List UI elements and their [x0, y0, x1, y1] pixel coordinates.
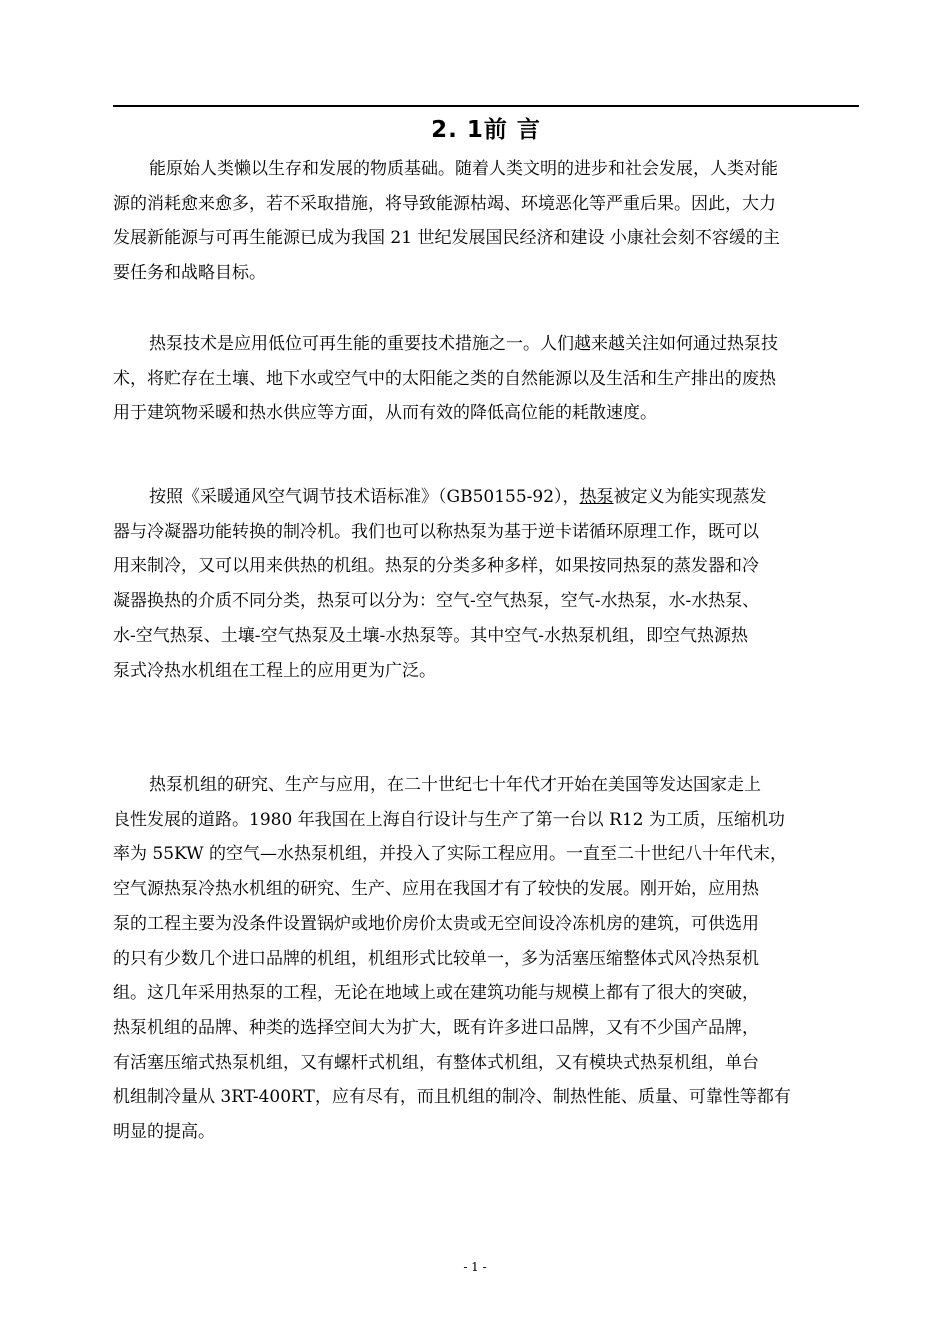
- paragraph-line: 率为 55KW 的空气—水热泵机组，并投入了实际工程应用。一直至二十世纪八十年代末，: [113, 844, 788, 865]
- heat-pump-link[interactable]: 热泵: [579, 487, 614, 507]
- paragraph-line: 源的消耗愈来愈多，若不采取措施，将导致能源枯竭、环境恶化等严重后果。因此，大力: [113, 193, 776, 214]
- paragraph-line: 有活塞压缩式热泵机组，又有螺杆式机组，有整体式机组，又有模块式热泵机组，单台: [113, 1052, 759, 1073]
- paragraph-line: 良性发展的道路。1980 年我国在上海自行设计与生产了第一台以 R12 为工质，压缩机功: [113, 809, 785, 830]
- paragraph-4: [113, 768, 859, 1150]
- paragraph-line: 的只有少数几个进口品牌的机组，机组形式比较单一，多为活塞压缩整体式风冷热泵机: [113, 948, 759, 969]
- paragraph-line: 热泵机组的品牌、种类的选择空间大为扩大，既有许多进口品牌，又有不少国产品牌，: [113, 1017, 759, 1038]
- paragraph-line: 术，将贮存在土壤、地下水或空气中的太阳能之类的自然能源以及生活和生产排出的废热: [113, 368, 776, 389]
- paragraph-2: [113, 327, 859, 431]
- paragraph-line: 能原始人类懒以生存和发展的物质基础。随着人类文明的进步和社会发展，人类对能: [149, 159, 778, 179]
- paragraph-line: 要任务和战略目标。: [113, 263, 266, 284]
- header-rule: [113, 105, 859, 107]
- section-heading: 2. 1前 言: [431, 117, 541, 143]
- paragraph-line: 水-空气热泵、土壤-空气热泵及土壤-水热泵等。其中空气-水热泵机组，即空气热源热: [113, 625, 748, 646]
- paragraph-line: 组。这几年采用热泵的工程，无论在地域上或在建筑功能与规模上都有了很大的突破，: [113, 983, 759, 1004]
- standard-citation-text: 按照《采暖通风空气调节技术语标准》（GB50155-92），: [149, 487, 580, 507]
- paragraph-line: 器与冷凝器功能转换的制冷机。我们也可以称热泵为基于逆卡诺循环原理工作，既可以: [113, 521, 759, 542]
- definition-text: 被定义为能实现蒸发: [613, 487, 767, 507]
- paragraph-line: 明显的提高。: [113, 1122, 215, 1143]
- paragraph-line: 机组制冷量从 3RT-400RT，应有尽有，而且机组的制冷、制热性能、质量、可靠性等都有: [113, 1087, 791, 1108]
- paragraph-line: 热泵机组的研究、生产与应用，在二十世纪七十年代才开始在美国等发达国家走上: [149, 775, 761, 795]
- paragraph-line: 用于建筑物采暖和热水供应等方面，从而有效的降低高位能的耗散速度。: [113, 403, 657, 424]
- paragraph-1: [113, 152, 859, 291]
- paragraph-3: [113, 480, 859, 688]
- paragraph-line: [113, 480, 859, 515]
- paragraph-line: 空气源热泵冷热水机组的研究、生产、应用在我国才有了较快的发展。刚开始，应用热: [113, 879, 759, 900]
- paragraph-line: 泵的工程主要为没条件设置锅炉或地价房价太贵或无空间设冷冻机房的建筑，可供选用: [113, 913, 759, 934]
- paragraph-line: 泵式冷热水机组在工程上的应用更为广泛。: [113, 660, 436, 681]
- paragraph-line: 凝器换热的介质不同分类，热泵可以分为：空气-空气热泵，空气-水热泵，水-水热泵、: [113, 591, 760, 612]
- paragraph-line: 用来制冷，又可以用来供热的机组。热泵的分类多种多样，如果按同热泵的蒸发器和冷: [113, 556, 759, 577]
- paragraph-line: 发展新能源与可再生能源已成为我国 21 世纪发展国民经济和建设 小康社会刻不容缓的主: [113, 228, 780, 249]
- paragraph-line: 热泵技术是应用低位可再生能的重要技术措施之一。人们越来越关注如何通过热泵技: [149, 334, 778, 354]
- page-number: - 1 -: [463, 1260, 487, 1274]
